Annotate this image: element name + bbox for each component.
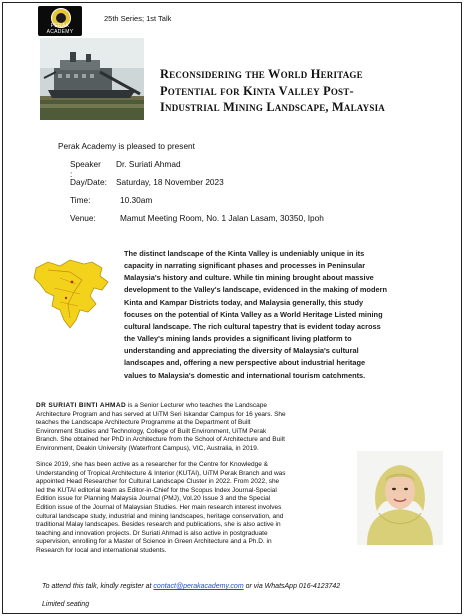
bio-line: Edition issue for Planning Malaysia Journal (PMJ), Vol.20 Issue 3 and the Special xyxy=(36,495,271,503)
talk-title-line: Reconsidering the World Heritage xyxy=(160,67,363,81)
abstract-line: values to Malaysia's domestic and international tourism catchments. xyxy=(124,370,366,380)
abstract-line: capacity in narrating significant phases and processes in Peninsular xyxy=(124,261,366,271)
abstract-line: Malaysia's history and culture. While tin mining brought about massive xyxy=(124,273,374,283)
bio-line: DR SURIATI BINTI AHMAD is a Senior Lecturer who teaches the Landscape xyxy=(36,402,267,409)
bio-line: traditional Malay landscapes. Besides research and publications, she is also active in xyxy=(36,521,281,529)
abstract-line: understanding and appreciating the diversity of Malaysia's cultural xyxy=(124,346,359,356)
speaker-bio-paragraph-1 xyxy=(36,402,436,454)
registration-line: To attend this talk, kindly register at contact@perakacademy.com or via WhatsApp 016-4123742 xyxy=(42,583,341,590)
bio-line: Environment, Deakin University (Waterfront Campus), VIC, Australia, in 2019. xyxy=(36,444,259,452)
talk-title-line: Potential for Kinta Valley Post- xyxy=(160,83,354,98)
bio-line: Since 2019, she has been active as a researcher for the Centre for Knowledge & xyxy=(36,461,268,468)
intro-text: Perak Academy is pleased to present xyxy=(58,141,195,151)
abstract-line: cultural landscape. The rich cultural tapestry that is evident today across xyxy=(124,321,381,331)
abstract-line: Kinta and Kampar Districts today, and Malaysia generally, this study xyxy=(124,297,364,307)
venue-value: Mamut Meeting Room, No. 1 Jalan Lasam, 30350, Ipoh xyxy=(120,213,324,223)
bio-line: Branch. She obtained her PhD in Architecture from the School of Architecture and Built xyxy=(36,436,285,444)
bio-line: led the KUTAI editorial team as Editor-in-Chief for the Scopus Index Journal-Special xyxy=(36,486,277,494)
bio-line: appointed Head Researcher for Cultural Landscape Cluster in 2022. From 2022, she xyxy=(36,478,280,486)
venue-label: Venue: xyxy=(70,213,96,223)
abstract-line: the Valley's mining lands provides a significant living platform to xyxy=(124,334,352,344)
time-value: 10.30am xyxy=(120,195,153,205)
bio-line: Research for local and international students. xyxy=(36,546,167,554)
bio-line: supervision, enrolling for a Master of Science in Green Architecture and a Ph.D. in xyxy=(36,538,272,546)
bio-line: teaches the Landscape Architecture Programme at the Department of Built xyxy=(36,419,251,427)
speaker-name: DR SURIATI BINTI AHMAD xyxy=(36,402,127,409)
speaker-bio-paragraph-2 xyxy=(36,461,347,556)
kinta-valley-map xyxy=(30,258,114,330)
bio-line: Edition issue of the Journal of Malaysian Studies. Her main research interest involves xyxy=(36,503,282,511)
abstract-text xyxy=(124,248,452,382)
abstract-line: landscapes and, offering a new perspective about industrial heritage xyxy=(124,358,366,368)
bio-line: cultural landscape study, industrial and mining landscapes, heritage conservation, and xyxy=(36,512,284,520)
bio-line: Understanding of Tropical Architecture & Interior (KUTAI), UiTM Perak Branch and was xyxy=(36,469,286,477)
speaker-portrait xyxy=(357,451,443,545)
limited-seating-note: Limited seating xyxy=(42,601,90,608)
date-label: Day/Date: xyxy=(70,177,107,187)
series-label: 25th Series; 1st Talk xyxy=(104,14,172,23)
bio-line: Architecture Program and has served at UiTM Seri Iskandar Campus for 16 years. She xyxy=(36,410,286,418)
tin-dredge-photo xyxy=(40,38,144,120)
abstract-line: The distinct landscape of the Kinta Valley is undeniably unique in its xyxy=(124,249,365,258)
talk-title xyxy=(160,66,450,116)
date-value: Saturday, 18 November 2023 xyxy=(116,177,224,187)
bio-line: teaching and innovation projects. Dr Suriati Ahmad is also active in postgraduate xyxy=(36,529,268,537)
speaker-label: Speaker : xyxy=(70,159,101,179)
contact-email-link[interactable]: contact@perakacademy.com xyxy=(153,583,244,590)
talk-title-line: Industrial Mining Landscape, Malaysia xyxy=(160,100,385,114)
perak-academy-logo xyxy=(38,6,82,36)
abstract-line: development to the Valley's landscape, evidenced in the making of modern xyxy=(124,285,387,295)
speaker-value: Dr. Suriati Ahmad xyxy=(116,159,181,169)
logo-text: PERAK ACADEMY xyxy=(46,23,74,35)
abstract-line: focuses on the potential of Kinta Valley as a World Heritage Listed mining xyxy=(124,309,383,319)
bio-line: Environment Studies and Technology, College of Built Environment, UiTM Perak xyxy=(36,427,267,435)
time-label: Time: xyxy=(70,195,91,205)
